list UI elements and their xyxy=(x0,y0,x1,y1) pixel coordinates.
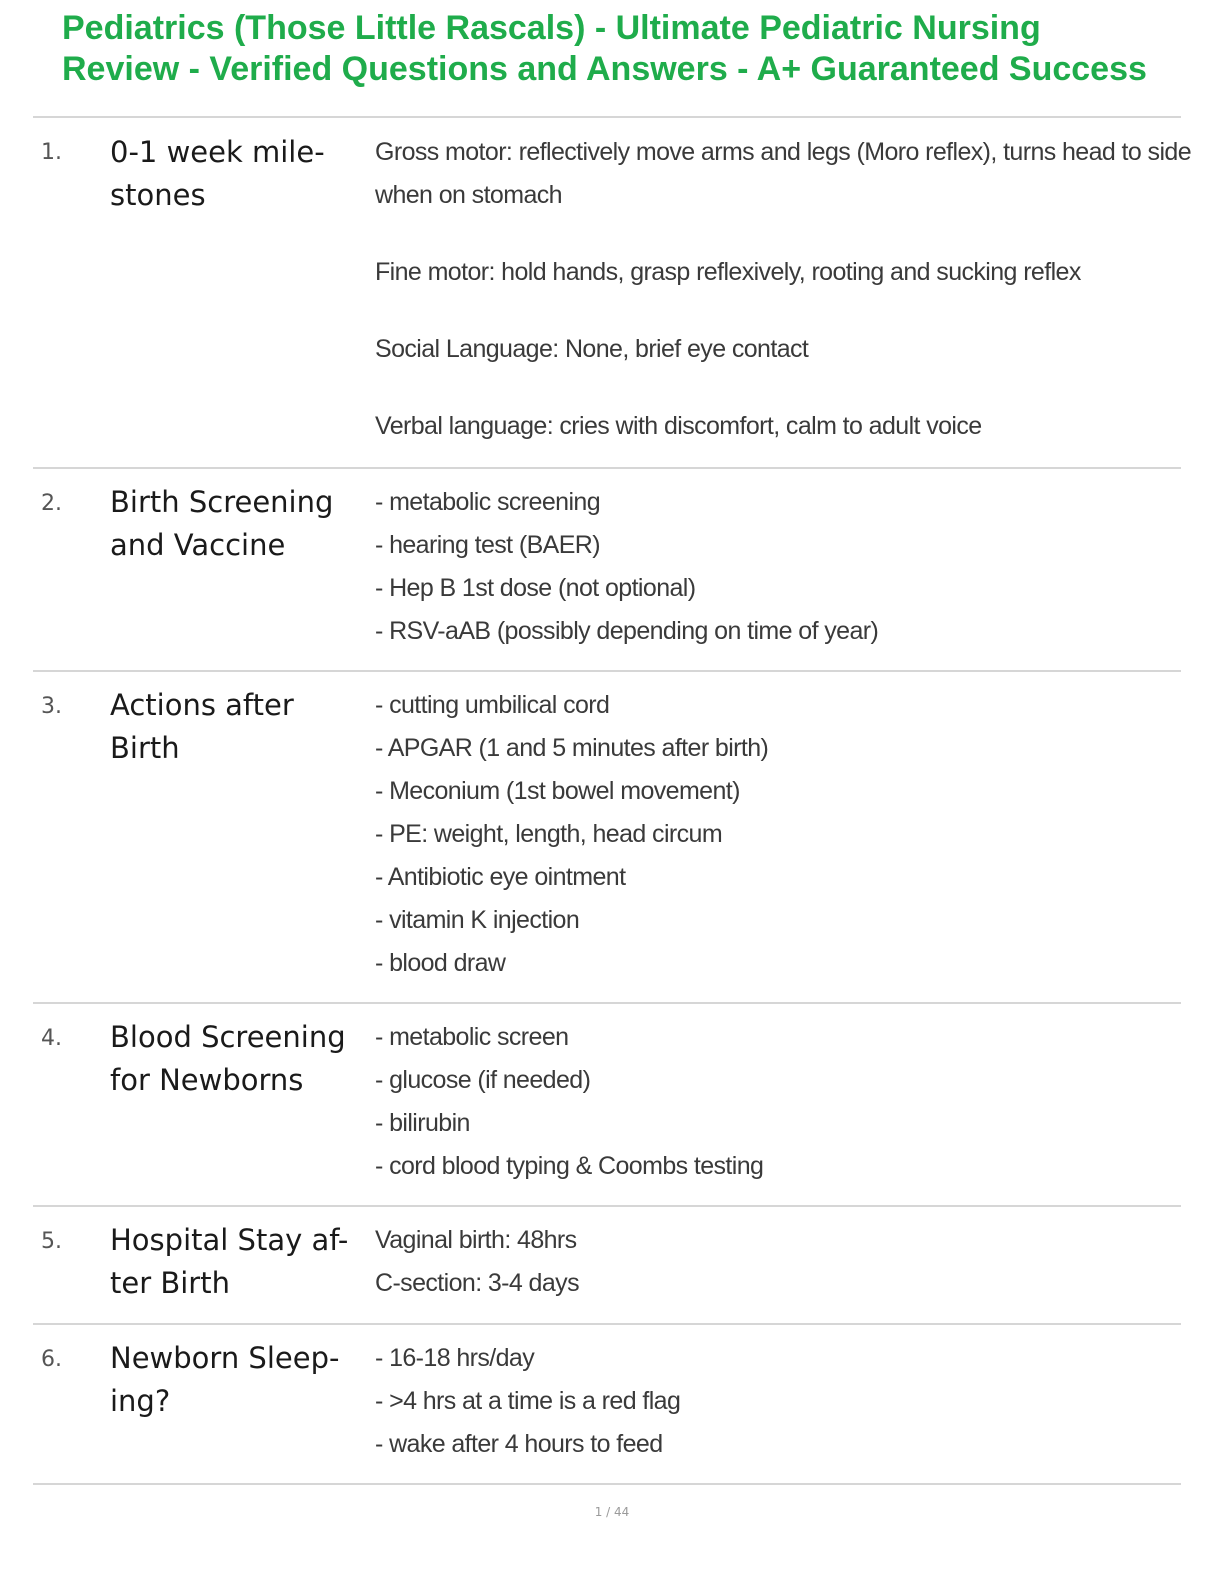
card-term xyxy=(110,481,360,567)
card-term xyxy=(110,1016,360,1102)
card-number: 6. xyxy=(41,1347,62,1372)
definition-line: - vitamin K injection xyxy=(375,906,580,934)
card-term xyxy=(110,684,360,770)
term-line: Birth Screening xyxy=(110,485,334,519)
definition-line: - wake after 4 hours to feed xyxy=(375,1430,663,1458)
definition-line: C-section: 3-4 days xyxy=(375,1269,579,1297)
card-term xyxy=(110,1219,360,1305)
definition-line: Gross motor: reflectively move arms and legs (Moro reflex), turns head to side xyxy=(375,138,1192,166)
definition-line: - glucose (if needed) xyxy=(375,1066,591,1094)
definition-line: - metabolic screen xyxy=(375,1023,569,1051)
card-definition xyxy=(375,131,1192,448)
flashcard-4 xyxy=(33,1004,1181,1207)
card-term xyxy=(110,131,360,217)
definition-line: - bilirubin xyxy=(375,1109,470,1137)
card-definition xyxy=(375,1219,1175,1305)
definition-line: - APGAR (1 and 5 minutes after birth) xyxy=(375,734,769,762)
document-title-line-2: Review - Verified Questions and Answers - A+ Guaranteed Success xyxy=(62,50,1147,88)
term-line: ing? xyxy=(110,1384,171,1418)
term-line: Birth xyxy=(110,731,180,765)
term-line: Blood Screening xyxy=(110,1020,346,1054)
definition-paragraph-gross-motor xyxy=(375,131,1192,217)
definition-line: - >4 hrs at a time is a red flag xyxy=(375,1387,681,1415)
term-line: Actions after xyxy=(110,688,294,722)
definition-line: - blood draw xyxy=(375,949,506,977)
definition-line: - Antibiotic eye ointment xyxy=(375,863,626,891)
term-line: and Vaccine xyxy=(110,528,286,562)
term-line: for Newborns xyxy=(110,1063,304,1097)
card-number: 2. xyxy=(41,491,62,516)
definition-line: Fine motor: hold hands, grasp reflexively, rooting and sucking reflex xyxy=(375,258,1081,286)
definition-line: Vaginal birth: 48hrs xyxy=(375,1226,577,1254)
card-number: 3. xyxy=(41,694,62,719)
definition-paragraph-verbal-language xyxy=(375,405,1175,448)
definition-line: - cutting umbilical cord xyxy=(375,691,610,719)
term-line: Hospital Stay af- xyxy=(110,1223,349,1257)
term-line: ter Birth xyxy=(110,1266,230,1300)
definition-line: when on stomach xyxy=(375,181,562,209)
definition-paragraph-fine-motor xyxy=(375,251,1175,294)
flashcard-2 xyxy=(33,469,1181,672)
flashcard-6 xyxy=(33,1325,1181,1485)
definition-line: - RSV-aAB (possibly depending on time of year) xyxy=(375,617,879,645)
definition-line: - metabolic screening xyxy=(375,488,601,516)
flashcard-3 xyxy=(33,672,1181,1004)
card-definition xyxy=(375,481,1175,653)
card-number: 5. xyxy=(41,1229,62,1254)
definition-line: - 16-18 hrs/day xyxy=(375,1344,535,1372)
card-definition xyxy=(375,1337,1175,1466)
flashcard-5 xyxy=(33,1207,1181,1325)
term-line: Newborn Sleep- xyxy=(110,1341,340,1375)
definition-line: - PE: weight, length, head circum xyxy=(375,820,723,848)
card-number: 4. xyxy=(41,1026,62,1051)
definition-line: - cord blood typing & Coombs testing xyxy=(375,1152,764,1180)
term-line: stones xyxy=(110,178,206,212)
definition-line: - Meconium (1st bowel movement) xyxy=(375,777,740,805)
term-line: 0-1 week mile- xyxy=(110,135,325,169)
document-title xyxy=(62,8,1212,90)
card-definition xyxy=(375,684,1175,985)
definition-line: Social Language: None, brief eye contact xyxy=(375,335,809,363)
flashcard-1 xyxy=(33,118,1192,469)
definition-line: - hearing test (BAER) xyxy=(375,531,600,559)
flashcard-list xyxy=(33,116,1192,1485)
definition-paragraph-social-language xyxy=(375,328,1175,371)
definition-line: Verbal language: cries with discomfort, calm to adult voice xyxy=(375,412,982,440)
card-term xyxy=(110,1337,360,1423)
document-title-line-1: Pediatrics (Those Little Rascals) - Ultimate Pediatric Nursing xyxy=(62,9,1041,47)
card-number: 1. xyxy=(41,140,62,165)
page-number: 1 / 44 xyxy=(594,1505,630,1519)
definition-line: - Hep B 1st dose (not optional) xyxy=(375,574,696,602)
card-definition xyxy=(375,1016,1175,1188)
